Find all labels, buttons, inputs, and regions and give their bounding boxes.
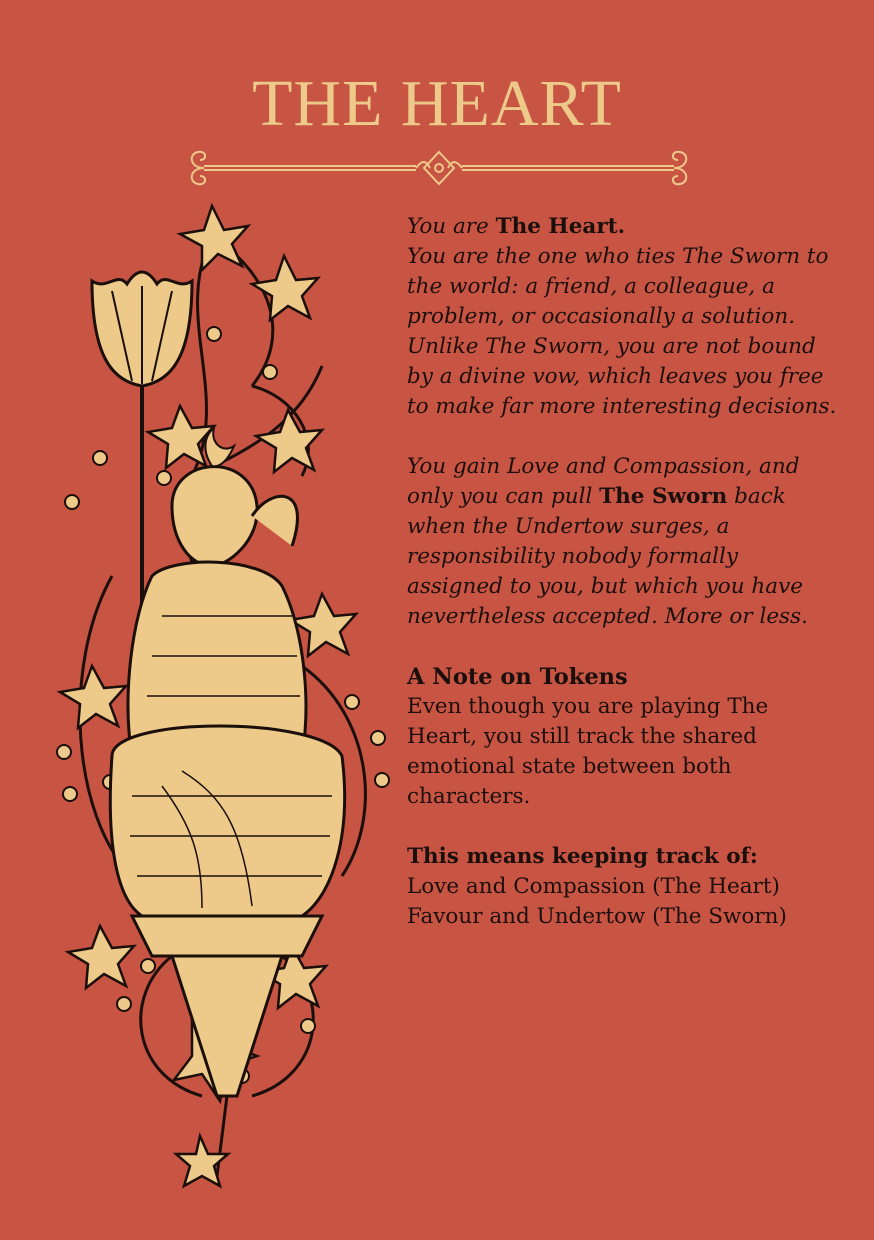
ornamental-divider bbox=[186, 146, 692, 190]
note-body: Even though you are playing The Heart, you still track the shared emotional state between both characters. bbox=[407, 694, 769, 809]
intro-paragraph bbox=[407, 212, 837, 422]
gain-paragraph bbox=[407, 452, 837, 632]
tracking-item: Favour and Undertow (The Sworn) bbox=[407, 904, 787, 929]
tracking-section bbox=[407, 842, 837, 932]
tracking-heading: This means keeping track of: bbox=[407, 844, 758, 869]
note-section bbox=[407, 662, 837, 812]
intro-role-name: The Heart. bbox=[495, 214, 626, 239]
gain-sworn: The Sworn bbox=[599, 484, 728, 509]
gain-part2: back when the Undertow surges, a responsibility nobody formally assigned to you, but which you have nevertheless accepted. More or less. bbox=[407, 484, 808, 629]
heart-figure-illustration bbox=[52, 196, 398, 1196]
intro-body: You are the one who ties The Sworn to the world: a friend, a colleague, a problem, or occasionally a solution. Unlike The Sworn, you are not bound by a divine vow, which leaves you free to make far more interesting decisions. bbox=[407, 244, 837, 419]
role-description bbox=[407, 212, 837, 962]
gain-part1: You gain Love and Compassion, and only you can pull bbox=[407, 454, 800, 509]
intro-you-are: You are bbox=[407, 214, 496, 239]
note-heading: A Note on Tokens bbox=[407, 664, 628, 690]
tracking-item: Love and Compassion (The Heart) bbox=[407, 874, 780, 899]
page-title: THE HEART bbox=[252, 67, 622, 140]
